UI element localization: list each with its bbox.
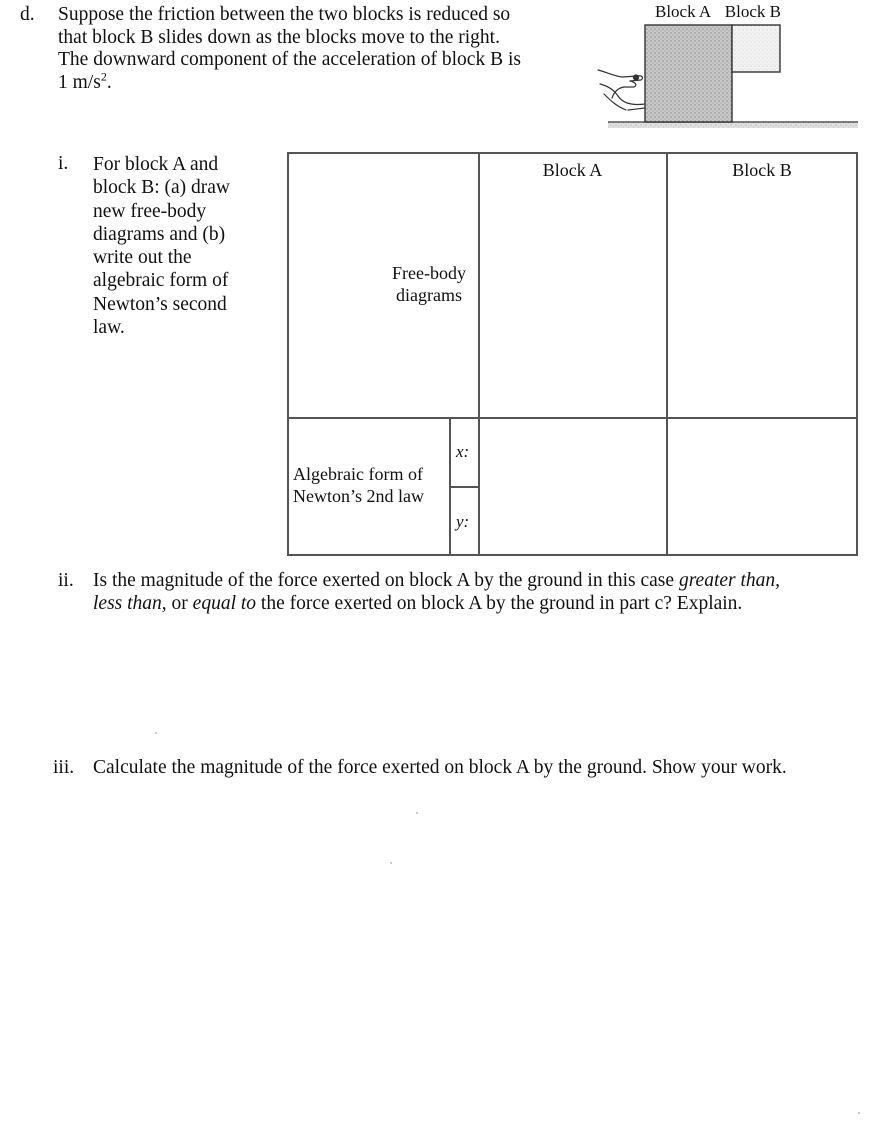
part-ii-line-1 (93, 570, 873, 593)
part-ii-line-2 (93, 593, 873, 616)
part-i-line: block B: (a) draw (93, 177, 230, 199)
axis-y-label: y: (456, 512, 470, 531)
part-i-line: For block A and (93, 154, 219, 175)
part-i-text (93, 153, 283, 339)
part-d-text (58, 4, 598, 94)
scan-speck (155, 732, 157, 734)
scan-speck (390, 862, 392, 864)
part-i-label: i. (58, 153, 69, 174)
part-i-line: write out the (93, 247, 192, 269)
row-label-alg-line-1: Algebraic form of (293, 464, 423, 484)
scan-speck (416, 812, 418, 814)
table-border-left (287, 152, 289, 556)
block-a-newton-area[interactable] (480, 419, 665, 553)
ground-surface (608, 122, 858, 128)
part-d-label: d. (20, 4, 35, 25)
part-i-line: algebraic form of (93, 270, 229, 292)
part-d-line-3: The downward component of the acceleration of block B is (58, 49, 521, 70)
part-iii-answer-area[interactable] (93, 790, 863, 1110)
part-ii-text (93, 570, 873, 615)
column-header-block-b: Block B (732, 160, 792, 180)
part-ii-answer-area[interactable] (93, 620, 863, 750)
part-ii-label: ii. (58, 570, 74, 591)
part-ii-line-2-end: the force exerted on block A by the ground in part c? Explain. (256, 592, 743, 614)
block-b-free-body-area[interactable] (668, 154, 855, 416)
part-i-line: law. (93, 317, 125, 339)
acceleration-period: . (106, 71, 112, 93)
acceleration-value: 1 m/s (58, 71, 101, 93)
part-ii-equal-to: equal to (192, 592, 257, 614)
part-iii-text: Calculate the magnitude of the force exerted on block A by the ground. Show your work. (93, 757, 787, 778)
block-a-shape (645, 25, 732, 122)
row-label-algebraic (293, 463, 443, 507)
row-label-alg-line-2: Newton’s 2nd law (293, 486, 424, 506)
table-border-bottom (287, 554, 858, 556)
column-header-block-a: Block A (542, 160, 603, 180)
part-i-line: diagrams and (b) (93, 223, 226, 245)
acceleration-exponent: 2 (100, 69, 107, 83)
block-b-newton-area[interactable] (668, 419, 855, 553)
row-label-fbd-line-2: diagrams (396, 285, 462, 305)
blocks-figure (590, 20, 865, 135)
part-d-line-1: Suppose the friction between the two blocks is reduced so (58, 4, 511, 25)
part-ii-or: or (166, 592, 193, 614)
block-a-free-body-area[interactable] (480, 154, 665, 416)
row-label-free-body (379, 262, 479, 306)
figure-label-block-a: Block A (655, 2, 711, 21)
part-d-line-2: that block B slides down as the blocks move to the right. (58, 26, 500, 48)
scan-speck (858, 1112, 860, 1114)
part-i-line: new free-body (93, 200, 207, 222)
block-b-shape (732, 25, 780, 72)
part-i-line: Newton’s second (93, 293, 227, 315)
figure-label-block-b: Block B (724, 2, 781, 21)
table-axis-row-divider (449, 486, 479, 488)
part-d-line-4 (58, 69, 598, 95)
part-ii-line-1-text: Is the magnitude of the force exerted on block A by the ground in this case (93, 570, 679, 591)
part-iii-label: iii. (53, 757, 75, 778)
part-ii-less-than: less than, (93, 592, 167, 614)
part-ii-greater-than: greater than, (678, 570, 781, 591)
table-border-right (856, 152, 858, 556)
answer-table (287, 152, 858, 556)
hand-icon (598, 70, 645, 110)
axis-x-label: x: (456, 442, 470, 461)
figure-labels (655, 2, 781, 22)
row-label-fbd-line-1: Free-body (392, 263, 466, 283)
